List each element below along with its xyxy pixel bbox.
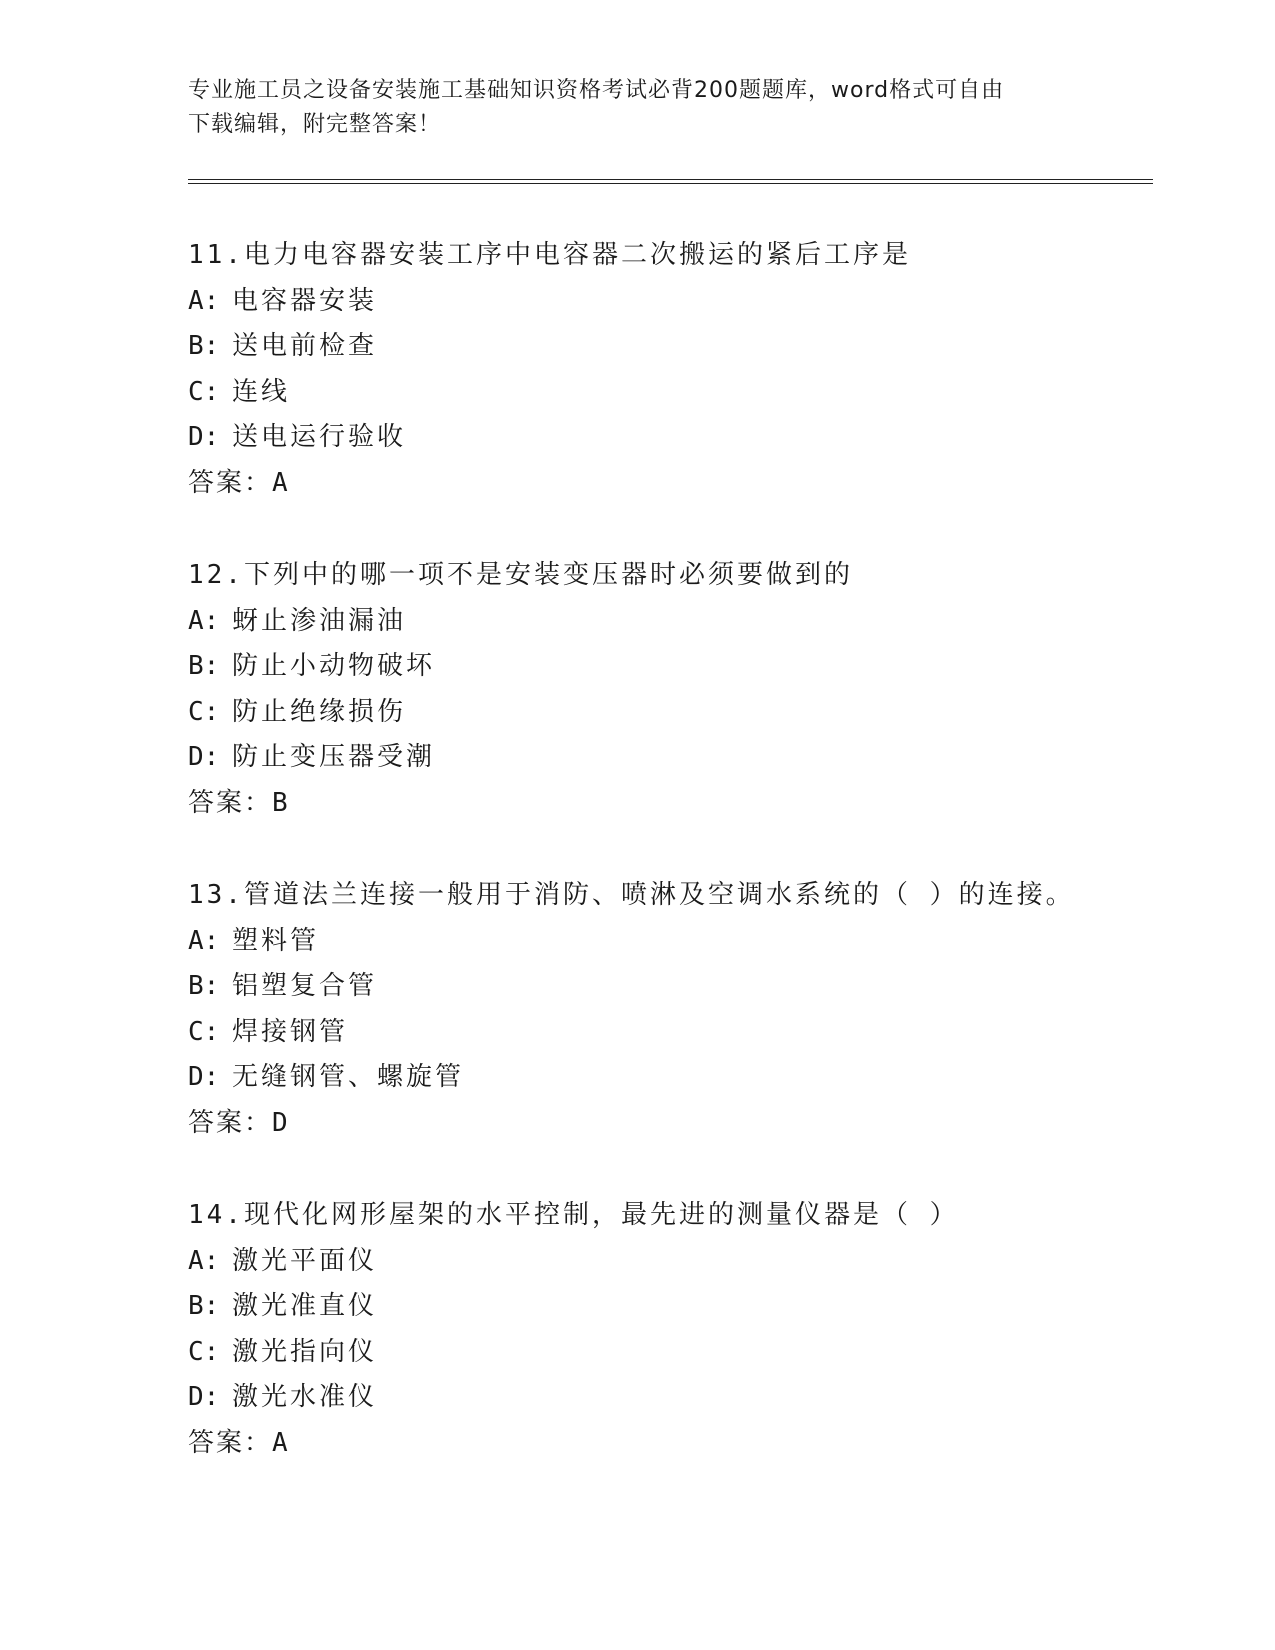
answer-value: D [272, 1107, 290, 1138]
option-b [188, 1284, 1188, 1330]
option-text: 送电前检查 [232, 331, 378, 361]
answer-line [188, 461, 1188, 507]
option-text: 蚜止渗油漏油 [232, 605, 407, 636]
option-text: 激光平面仪 [232, 1245, 378, 1276]
option-letter: C: [188, 1016, 220, 1047]
header-divider-bottom [188, 183, 1153, 184]
option-letter: D: [188, 1382, 220, 1412]
option-text: 送电运行验收 [232, 422, 407, 452]
answer-line [188, 781, 1188, 827]
option-text: 防止小动物破坏 [232, 651, 436, 681]
answer-label: 答案： [188, 1107, 273, 1138]
document-header [188, 74, 1068, 142]
question-stem: 11.电力电容器安装工序中电容器二次搬运的紧后工序是 [188, 240, 911, 270]
question-13 [188, 873, 1188, 1193]
answer-line [188, 1101, 1188, 1147]
question-stem: 14.现代化网形屋架的水平控制，最先进的测量仪器是（ ） [188, 1200, 959, 1230]
answer-label: 答案： [188, 1427, 273, 1458]
answer-line [188, 1421, 1188, 1467]
option-b [188, 644, 1188, 690]
option-c [188, 690, 1188, 736]
option-letter: C: [188, 696, 220, 727]
option-letter: A: [188, 605, 220, 636]
option-letter: A: [188, 1245, 220, 1276]
header-line-2: 下载编辑，附完整答案！ [188, 112, 442, 137]
option-a [188, 279, 1188, 325]
option-letter: D: [188, 742, 220, 772]
question-list [188, 233, 1188, 1513]
option-text: 电容器安装 [232, 285, 378, 316]
option-b [188, 324, 1188, 370]
option-d [188, 1375, 1188, 1421]
option-d [188, 1055, 1188, 1101]
option-text: 铝塑复合管 [232, 971, 378, 1001]
option-letter: A: [188, 285, 220, 316]
option-a [188, 919, 1188, 965]
option-letter: D: [188, 1062, 220, 1092]
option-d [188, 415, 1188, 461]
option-a [188, 1239, 1188, 1285]
option-text: 激光水准仪 [232, 1382, 378, 1412]
option-letter: B: [188, 1291, 220, 1321]
option-text: 连线 [232, 376, 291, 407]
question-stem: 13.管道法兰连接一般用于消防、喷淋及空调水系统的（ ）的连接。 [188, 880, 1075, 910]
answer-value: B [272, 787, 290, 818]
option-b [188, 964, 1188, 1010]
option-c [188, 1330, 1188, 1376]
option-letter: B: [188, 331, 220, 361]
option-text: 防止变压器受潮 [232, 742, 436, 772]
option-letter: A: [188, 925, 220, 956]
option-letter: C: [188, 1336, 220, 1367]
option-d [188, 735, 1188, 781]
answer-value: A [272, 1427, 290, 1458]
option-text: 无缝钢管、螺旋管 [232, 1062, 465, 1092]
question-stem: 12.下列中的哪一项不是安装变压器时必须要做到的 [188, 560, 853, 590]
question-12 [188, 553, 1188, 873]
question-11 [188, 233, 1188, 553]
answer-label: 答案： [188, 467, 273, 498]
option-letter: D: [188, 422, 220, 452]
option-letter: B: [188, 971, 220, 1001]
option-letter: B: [188, 651, 220, 681]
option-text: 焊接钢管 [232, 1016, 349, 1047]
option-a [188, 599, 1188, 645]
header-divider-top [188, 179, 1153, 180]
option-letter: C: [188, 376, 220, 407]
question-14 [188, 1193, 1188, 1513]
option-c [188, 1010, 1188, 1056]
option-text: 防止绝缘损伤 [232, 696, 407, 727]
header-line-1: 专业施工员之设备安装施工基础知识资格考试必背200题题库，word格式可自由 [188, 78, 1005, 103]
option-text: 激光指向仪 [232, 1336, 378, 1367]
answer-value: A [272, 467, 290, 498]
option-text: 塑料管 [232, 925, 320, 956]
answer-label: 答案： [188, 787, 273, 818]
option-text: 激光准直仪 [232, 1291, 378, 1321]
option-c [188, 370, 1188, 416]
